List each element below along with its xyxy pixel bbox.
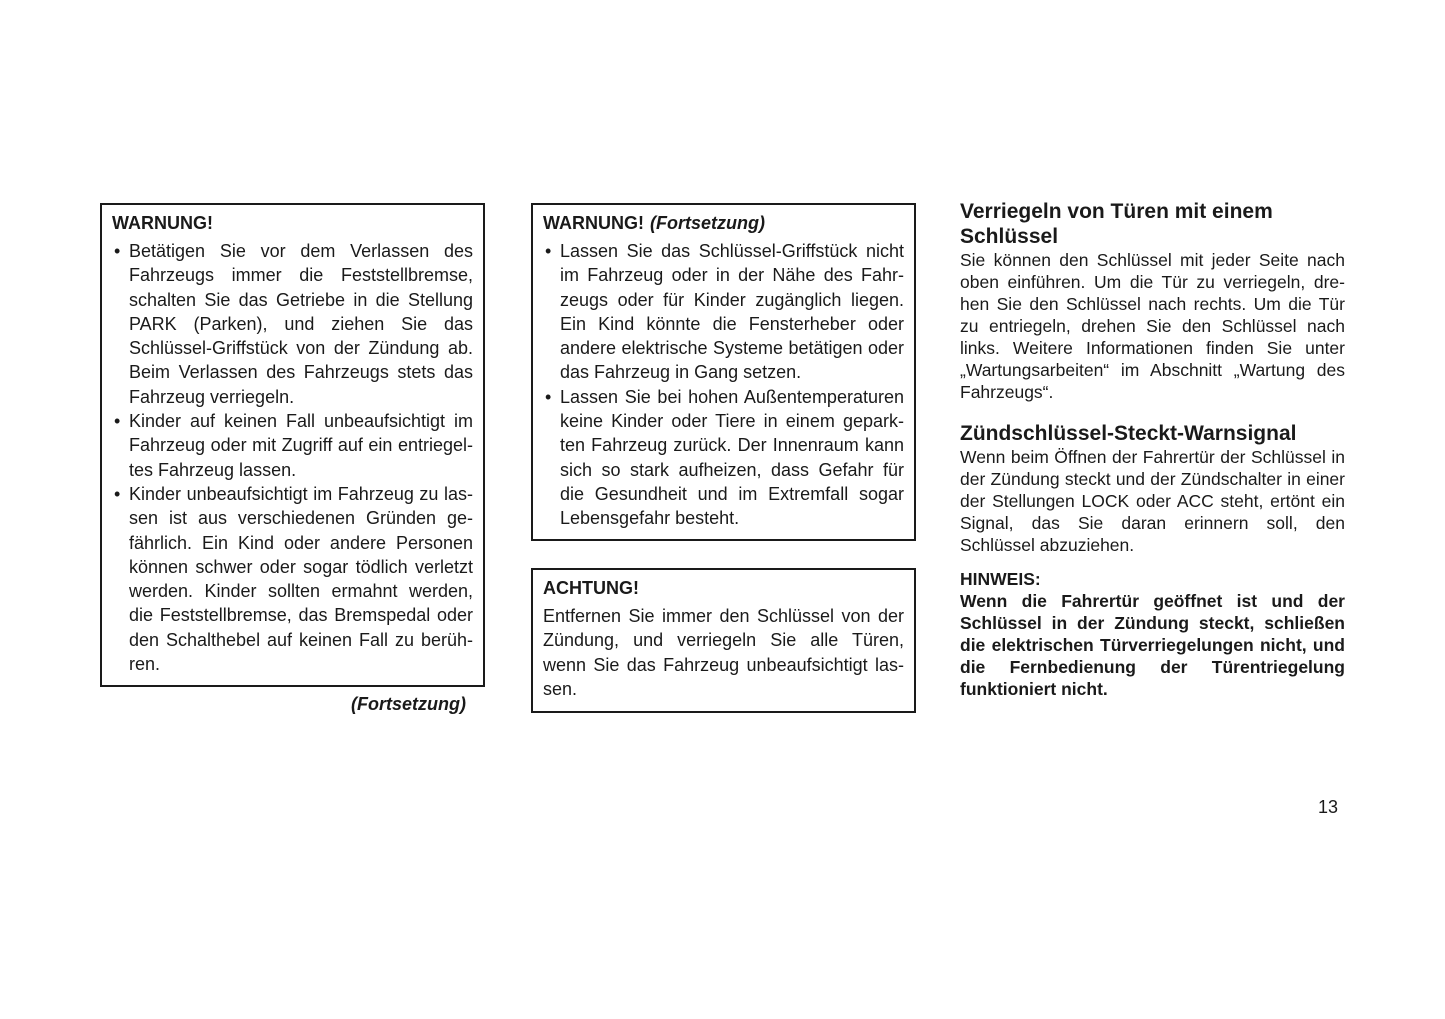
caution-box: [531, 568, 916, 713]
warning-box-1: [100, 203, 485, 687]
spacer: [960, 403, 1345, 421]
warning-list: [112, 239, 473, 676]
caution-text: Entfernen Sie immer den Schlüssel von der Zündung, und verriegeln Sie alle Türen, wenn Sie das Fahrzeug unbeaufsichtigt las- sen.: [543, 606, 904, 699]
warning-title-row: [543, 211, 904, 235]
warning-title: WARNUNG!: [543, 213, 644, 233]
warning-bullet: • Betätigen Sie vor dem Verlassen des Fahrzeugs immer die Feststellbremse, schalten Sie das Getriebe in die Stellung PARK (Parken), und ziehen Sie das Schlüssel-Griffstück von der Zündung ab. Beim Verlassen des Fahrzeugs stets das Fahrzeug verriegeln.: [112, 239, 473, 409]
page-number: 13: [1318, 797, 1339, 817]
warning-bullet: • Lassen Sie das Schlüssel-Griffstück nicht im Fahrzeug oder in der Nähe des Fahr- zeugs oder für Kinder zugänglich liegen. Ein Kind könnte die Fensterheber oder andere elektrische Systeme betätigen oder das Fahrzeug in Gang setzen.: [543, 239, 904, 385]
warning-bullet: • Lassen Sie bei hohen Außentemperaturen keine Kinder oder Tiere in einem gepark- ten Fahrzeug zurück. Der Innenraum kann sich so stark aufheizen, dass Gefahr für die Gesundheit und im Extremfall sogar Lebensgefahr besteht.: [543, 385, 904, 531]
note-text: Wenn die Fahrertür geöffnet ist und der Schlüssel in der Zündung steckt, schließen die elektrischen Türverriegelungen nicht, und die Fernbedienung der Türentriegelung funktioniert nicht.: [960, 591, 1345, 699]
warning-title: WARNUNG!: [112, 213, 213, 233]
warning-continued-label: (Fortsetzung): [650, 213, 765, 233]
warning-bullet: • Kinder unbeaufsichtigt im Fahrzeug zu las- sen ist aus verschiedenen Gründen ge- fährlich. Ein Kind oder andere Personen können schwer oder sogar tödlich verletzt werden. Kinder sollten ermahnt werden, die Feststellbremse, das Bremspedal oder den Schalthebel auf keinen Fall zu berüh- ren.: [112, 482, 473, 676]
continued-label: (Fortsetzung): [351, 694, 466, 714]
right-column: [960, 199, 1345, 700]
warning-list: [543, 239, 904, 531]
caution-title: ACHTUNG!: [543, 578, 639, 598]
warning-box-2: [531, 203, 916, 541]
warning-bullet: • Kinder auf keinen Fall unbeaufsichtigt im Fahrzeug oder mit Zugriff auf ein entriegel- tes Fahrzeug lassen.: [112, 409, 473, 482]
note-title: HINWEIS:: [960, 569, 1041, 589]
section-paragraph: Wenn beim Öffnen der Fahrertür der Schlüssel in der Zündung steckt und der Zündschalter in einer der Stellungen LOCK oder ACC steht, ertönt ein Signal, das Sie daran erinnern soll, den Schlüssel abzuziehen.: [960, 447, 1345, 555]
section-paragraph: Sie können den Schlüssel mit jeder Seite nach oben einführen. Um die Tür zu verriegeln, dre- hen Sie den Schlüssel nach rechts. Um die Tür zu entriegeln, drehen Sie den Schlüssel nach links. Weitere Informationen finden Sie unter „Wartungsarbeiten“ im Abschnitt „Wartung des Fahrzeugs“.: [960, 250, 1345, 402]
section-heading: Zündschlüssel-Steckt-Warnsignal: [960, 422, 1297, 445]
section-heading: Verriegeln von Türen mit einem Schlüssel: [960, 200, 1273, 248]
